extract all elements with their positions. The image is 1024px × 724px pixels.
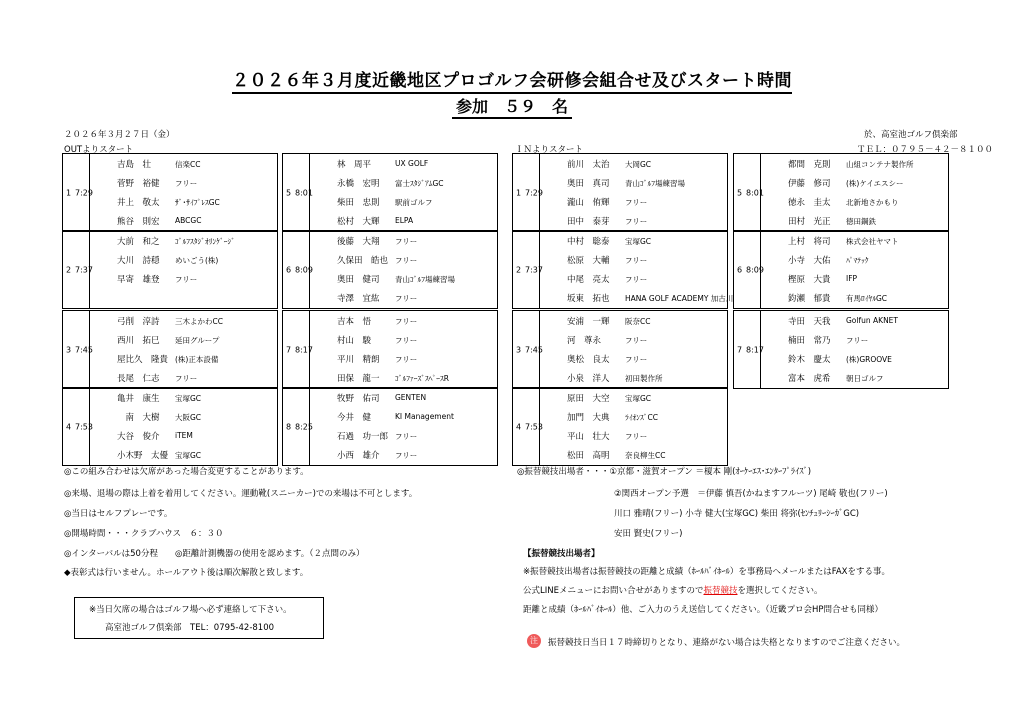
participant-count: 参加 ５９ 名 — [0, 94, 1024, 117]
player-row — [89, 426, 277, 445]
group-number: 2 — [516, 265, 522, 274]
player-club: 北新地さかもり — [846, 198, 899, 207]
player-row — [309, 368, 497, 387]
group-number: 1 — [516, 188, 522, 197]
group-number: 5 — [737, 188, 743, 197]
player-club: 宝塚GC — [175, 451, 202, 460]
player-club: (株)正本設備 — [175, 355, 219, 364]
group-time-cell — [283, 311, 313, 388]
player-club: 株式会社ヤマト — [846, 237, 899, 246]
player-name: 加門 大典 — [567, 413, 610, 423]
player-name: 後藤 大翔 — [337, 237, 380, 247]
note-line: ◎この組み合わせは欠席があった場合変更することがあります。 — [64, 467, 309, 477]
player-name: 小西 雄介 — [337, 451, 380, 461]
player-name: 田村 光正 — [788, 217, 831, 227]
player-club: 駅前ゴルフ — [395, 198, 433, 207]
player-name: 田保 龍一 — [337, 374, 380, 384]
player-row — [539, 250, 727, 269]
player-club: フリー — [625, 275, 648, 284]
group-time-cell — [283, 231, 313, 308]
player-row — [760, 231, 948, 250]
player-club: 山組コンテナ製作所 — [846, 160, 914, 169]
transfer-line-1: ◎振替競技出場者・・・①京都・滋賀オープン ＝榎本 剛(ｵｰｹｰｴｽ･ｴﾝﾀｰﾌﾟﾗｲｽﾞ) — [517, 467, 812, 477]
player-row — [760, 269, 948, 288]
player-name: 伊藤 修司 — [788, 179, 831, 189]
player-club: フリー — [625, 256, 648, 265]
player-name: 瀧山 侑輝 — [567, 198, 610, 208]
absence-notice-box — [74, 597, 324, 639]
line-text: 公式LINEメニューにお問い合せがありますので — [523, 586, 704, 596]
note-line: ◎開場時間・・・クラブハウス ６：３０ — [64, 529, 224, 539]
player-name: 大川 詩穏 — [117, 256, 160, 266]
player-row — [89, 154, 277, 173]
player-club: 阪奈CC — [625, 317, 651, 326]
player-club: ELPA — [395, 216, 414, 225]
player-club: iTEM — [175, 431, 193, 440]
group-time-cell — [734, 311, 764, 388]
player-club: 朝日ゴルフ — [846, 374, 884, 383]
group-number: 7 — [737, 345, 743, 354]
group-number: 6 — [286, 265, 292, 274]
player-row — [309, 426, 497, 445]
player-row — [760, 192, 948, 211]
player-club: フリー — [625, 355, 648, 364]
in-group-4 — [512, 387, 728, 466]
page-title: ２０２６年３月度近畿地区プロゴルフ会研修会組合せ及びスタート時間 — [0, 66, 1024, 91]
player-row — [89, 311, 277, 330]
player-row — [539, 231, 727, 250]
group-time-cell — [734, 154, 764, 231]
out-group-3 — [62, 310, 278, 389]
player-club: フリー — [175, 374, 198, 383]
player-name: 富本 虎希 — [788, 374, 831, 384]
out-group-2 — [62, 230, 278, 309]
player-club: フリー — [175, 179, 198, 188]
player-row — [309, 269, 497, 288]
player-name: 大前 和之 — [117, 237, 160, 247]
player-club: フリー — [395, 317, 418, 326]
player-row — [539, 368, 727, 387]
player-name: 中村 聡泰 — [567, 237, 610, 247]
group-time-cell — [513, 388, 543, 465]
player-club: フリー — [625, 198, 648, 207]
player-name: 石過 功一郎 — [337, 432, 389, 442]
in-group-2 — [512, 230, 734, 309]
group-time-cell — [63, 231, 93, 308]
player-row — [760, 211, 948, 230]
player-row — [539, 445, 727, 464]
player-name: 熊谷 則宏 — [117, 217, 160, 227]
start-time: 7:53 — [75, 422, 93, 431]
player-name: 都間 克則 — [788, 160, 831, 170]
player-club: 奈良柳生CC — [625, 451, 666, 460]
group-time-cell — [63, 388, 93, 465]
group-number: 4 — [516, 422, 522, 431]
player-row — [89, 407, 277, 426]
player-club: ﾗｲｵﾝｽﾞCC — [625, 413, 658, 422]
start-time: 7:29 — [525, 188, 543, 197]
transfer-line-6 — [523, 584, 823, 596]
group-time-cell — [63, 311, 93, 388]
out-group-1 — [62, 153, 278, 232]
player-club: フリー — [395, 336, 418, 345]
player-club: フリー — [395, 355, 418, 364]
group-time-cell — [283, 154, 313, 231]
player-name: 鈴木 慶太 — [788, 355, 831, 365]
player-row — [89, 231, 277, 250]
player-club: IFP — [846, 274, 858, 283]
player-club: (株)GROOVE — [846, 355, 892, 364]
transfer-line-7: 距離と成績（ﾎｰﾙﾊﾞｲﾎｰﾙ）他、ご入力のうえ送信してください。（近畿プロ会HP問合せも同様） — [523, 605, 884, 615]
out-group-7 — [282, 310, 498, 389]
player-name: 菅野 裕健 — [117, 179, 160, 189]
player-name: 松田 高明 — [567, 451, 610, 461]
start-time: 8:09 — [295, 265, 313, 274]
player-row — [760, 154, 948, 173]
player-row — [309, 311, 497, 330]
venue: 於、高室池ゴルフ倶楽部 — [864, 130, 958, 140]
player-club: KI Management — [395, 412, 454, 421]
player-name: 西川 拓巳 — [117, 336, 160, 346]
player-club: フリー — [625, 336, 648, 345]
player-name: 樫原 大貴 — [788, 275, 831, 285]
player-name: 松村 大輝 — [337, 217, 380, 227]
event-date: ２０２６年３月２７日（金） — [64, 130, 175, 140]
player-row — [309, 349, 497, 368]
player-row — [309, 330, 497, 349]
out-group-5 — [282, 153, 498, 232]
player-row — [760, 349, 948, 368]
note-line: ◎当日はセルフプレーです。 — [64, 509, 173, 519]
player-club: 初田製作所 — [625, 374, 663, 383]
group-number: 2 — [66, 265, 72, 274]
player-name: 平川 精朗 — [337, 355, 380, 365]
player-club: (株)ケイエスシー — [846, 179, 904, 188]
player-name: 柴田 忠則 — [337, 198, 380, 208]
in-group-3 — [512, 310, 728, 389]
player-row — [760, 173, 948, 192]
start-time: 7:53 — [525, 422, 543, 431]
note-line: ◎来場、退場の際は上着を着用してください。運動靴(スニーカー)での来場は不可とします。 — [64, 489, 418, 499]
player-name: 前川 太治 — [567, 160, 610, 170]
player-club: フリー — [625, 217, 648, 226]
player-name: 鈞瀬 郁貴 — [788, 294, 831, 304]
start-time: 8:25 — [295, 422, 313, 431]
player-row — [539, 269, 727, 288]
player-name: 亀井 康生 — [117, 394, 160, 404]
player-club: 信楽CC — [175, 160, 201, 169]
player-club: フリー — [395, 451, 418, 460]
player-name: 屋比久 隆貴 — [117, 355, 169, 365]
start-time: 7:45 — [525, 345, 543, 354]
start-time: 7:37 — [525, 265, 543, 274]
player-row — [309, 192, 497, 211]
player-name: 奥田 真司 — [567, 179, 610, 189]
out-group-6 — [282, 230, 498, 309]
player-name: 平山 壮大 — [567, 432, 610, 442]
player-name: 長尾 仁志 — [117, 374, 160, 384]
absence-notice: ※当日欠席の場合はゴルフ場へ必ず連絡して下さい。 — [89, 605, 292, 615]
group-number: 5 — [286, 188, 292, 197]
out-start-label: OUTよりスタート — [64, 145, 134, 155]
player-name: 村山 駿 — [337, 336, 372, 346]
player-row — [309, 231, 497, 250]
player-row — [760, 368, 948, 387]
player-club: ｺﾞﾙﾌｧｰｽﾞｽﾍﾟｰｽR — [395, 374, 449, 383]
group-number: 3 — [516, 345, 522, 354]
player-club: フリー — [395, 256, 418, 265]
start-time: 7:29 — [75, 188, 93, 197]
player-row — [760, 288, 948, 307]
player-club: ｺﾞﾙﾌｽﾀｼﾞｵﾘﾝｹﾞｰｼﾞ — [175, 237, 235, 246]
player-name: 大谷 俊介 — [117, 432, 160, 442]
player-club: GENTEN — [395, 393, 427, 402]
group-number: 6 — [737, 265, 743, 274]
player-club: 延田グループ — [175, 336, 220, 345]
player-club: フリー — [395, 237, 418, 246]
player-row — [89, 192, 277, 211]
player-name: 小木野 太優 — [117, 451, 169, 461]
player-name: 南 大樹 — [117, 413, 160, 423]
transfer-line-8: 振替競技日当日１７時締切りとなり、連絡がない場合は失格となりますのでご注意ください。 — [548, 638, 906, 648]
player-row — [539, 349, 727, 368]
in-group-5 — [733, 153, 949, 232]
group-number: 1 — [66, 188, 72, 197]
player-club: フリー — [625, 432, 648, 441]
player-row — [539, 192, 727, 211]
player-row — [89, 269, 277, 288]
player-row — [539, 211, 727, 230]
player-row — [539, 330, 727, 349]
transfer-line-4: 安田 賢史(フリー) — [614, 529, 683, 539]
group-time-cell — [283, 388, 313, 465]
player-row — [309, 288, 497, 307]
start-time: 8:17 — [295, 345, 313, 354]
out-group-8 — [282, 387, 498, 466]
player-name: 中尾 亮太 — [567, 275, 610, 285]
player-club: Golfun AKNET — [846, 316, 898, 325]
player-row — [309, 388, 497, 407]
group-time-cell — [63, 154, 93, 231]
out-group-4 — [62, 387, 278, 466]
player-row — [89, 330, 277, 349]
player-name: 弓削 淳詩 — [117, 317, 160, 327]
player-row — [539, 407, 727, 426]
club-phone: 高室池ゴルフ倶楽部 TEL：0795-42-8100 — [105, 623, 275, 633]
start-time: 7:37 — [75, 265, 93, 274]
player-row — [309, 211, 497, 230]
group-time-cell — [734, 231, 764, 308]
group-number: 8 — [286, 422, 292, 431]
player-club: ABCGC — [175, 216, 202, 225]
player-club: 有馬ﾛｲﾔﾙGC — [846, 294, 888, 303]
player-name: 小寺 大佑 — [788, 256, 831, 266]
player-name: 寺田 天我 — [788, 317, 831, 327]
player-name: 松原 大輔 — [567, 256, 610, 266]
player-name: 林 周平 — [337, 160, 372, 170]
player-name: 田中 泰芽 — [567, 217, 610, 227]
player-club: 宝塚GC — [625, 394, 652, 403]
player-row — [89, 388, 277, 407]
player-row — [539, 311, 727, 330]
player-name: 上村 将司 — [788, 237, 831, 247]
player-name: 牧野 佑司 — [337, 394, 380, 404]
player-club: 大岡GC — [625, 160, 652, 169]
player-club: 宝塚GC — [625, 237, 652, 246]
player-club: 青山ｺﾞﾙﾌ場練習場 — [395, 275, 455, 284]
player-row — [760, 250, 948, 269]
group-number: 4 — [66, 422, 72, 431]
player-club: HANA GOLF ACADEMY 加古川 — [625, 294, 734, 303]
player-name: 徳永 圭太 — [788, 198, 831, 208]
player-club: 大阪GC — [175, 413, 202, 422]
player-row — [89, 173, 277, 192]
player-name: 寺澤 宜紘 — [337, 294, 380, 304]
note-line: ◎インターバルは50分程 ◎距離計測機器の使用を認めます。（２点間のみ） — [64, 549, 365, 559]
player-row — [89, 250, 277, 269]
player-row — [539, 154, 727, 173]
player-club: 徳田鋼鉄 — [846, 217, 876, 226]
in-group-7 — [733, 310, 949, 389]
player-club: 宝塚GC — [175, 394, 202, 403]
in-group-1 — [512, 153, 728, 232]
note-line: ◆表彰式は行いません。ホールアウト後は順次解散と致します。 — [64, 568, 309, 578]
caution-icon: 注 — [527, 634, 541, 648]
start-time: 8:09 — [746, 265, 764, 274]
player-name: 今井 健 — [337, 413, 372, 423]
player-name: 久保田 皓也 — [337, 256, 389, 266]
group-time-cell — [513, 311, 543, 388]
player-name: 奥田 健司 — [337, 275, 380, 285]
start-time: 8:01 — [746, 188, 764, 197]
player-name: 坂東 拓也 — [567, 294, 610, 304]
player-row — [309, 250, 497, 269]
player-club: ｻﾞ･ｻｲﾌﾟﾚｽGC — [175, 198, 220, 207]
player-name: 安浦 一輝 — [567, 317, 610, 327]
player-club: 富士ｽﾀｼﾞｱﾑGC — [395, 179, 444, 188]
player-row — [89, 445, 277, 464]
player-name: 永橋 宏明 — [337, 179, 380, 189]
player-row — [309, 445, 497, 464]
player-club: ﾊﾟﾏﾃｯｸ — [846, 256, 869, 265]
player-row — [309, 407, 497, 426]
player-row — [89, 368, 277, 387]
player-row — [539, 288, 734, 307]
transfer-line-3: 川口 雅晴(フリー) 小寺 健大(宝塚GC) 柴田 将弥(ｾﾝﾁｭﾘｰｼｰｶﾞGC) — [614, 509, 860, 519]
transfer-link[interactable]: 振替競技 — [703, 586, 738, 596]
transfer-line-2: ②関西オープン予選 ＝伊藤 慎吾(かねますフルーツ) 尾崎 敬也(フリー) — [614, 489, 888, 499]
player-club: 三木よかわCC — [175, 317, 223, 326]
player-name: 早寄 雄登 — [117, 275, 160, 285]
player-row — [89, 349, 277, 368]
group-number: 7 — [286, 345, 292, 354]
transfer-heading: 【振替競技出場者】 — [523, 549, 600, 559]
player-club: フリー — [395, 294, 418, 303]
player-row — [309, 173, 497, 192]
player-name: 河 尊永 — [567, 336, 602, 346]
group-time-cell — [513, 231, 543, 308]
player-row — [309, 154, 497, 173]
player-club: フリー — [846, 336, 869, 345]
player-name: 吉本 悟 — [337, 317, 372, 327]
player-club: フリー — [175, 275, 198, 284]
transfer-line-5: ※振替競技出場者は振替競技の距離と成績（ﾎｰﾙﾊﾞｲﾎｰﾙ）を事務局へメールまたはFAXをする事。 — [523, 567, 890, 577]
player-club: UX GOLF — [395, 159, 429, 168]
player-name: 小泉 洋人 — [567, 374, 610, 384]
start-time: 8:01 — [295, 188, 313, 197]
tel: ＴＥＬ：０７９５－４２－８１００ — [857, 145, 994, 155]
group-number: 3 — [66, 345, 72, 354]
line-text: を選択してください。 — [737, 586, 823, 596]
in-group-6 — [733, 230, 949, 309]
player-row — [760, 330, 948, 349]
player-club: 青山ｺﾞﾙﾌ場練習場 — [625, 179, 685, 188]
player-row — [89, 211, 277, 230]
start-time: 7:45 — [75, 345, 93, 354]
player-name: 奥松 良太 — [567, 355, 610, 365]
in-start-label: ＩＮよりスタート — [515, 145, 584, 155]
player-name: 吉島 壮 — [117, 160, 152, 170]
player-row — [539, 426, 727, 445]
player-row — [539, 388, 727, 407]
player-club: フリー — [395, 432, 418, 441]
group-time-cell — [513, 154, 543, 231]
start-time: 8:17 — [746, 345, 764, 354]
player-row — [539, 173, 727, 192]
player-club: めいごう(株) — [175, 256, 219, 265]
player-row — [760, 311, 948, 330]
player-name: 楠田 常乃 — [788, 336, 831, 346]
player-name: 原田 大空 — [567, 394, 610, 404]
player-name: 井上 敬太 — [117, 198, 160, 208]
